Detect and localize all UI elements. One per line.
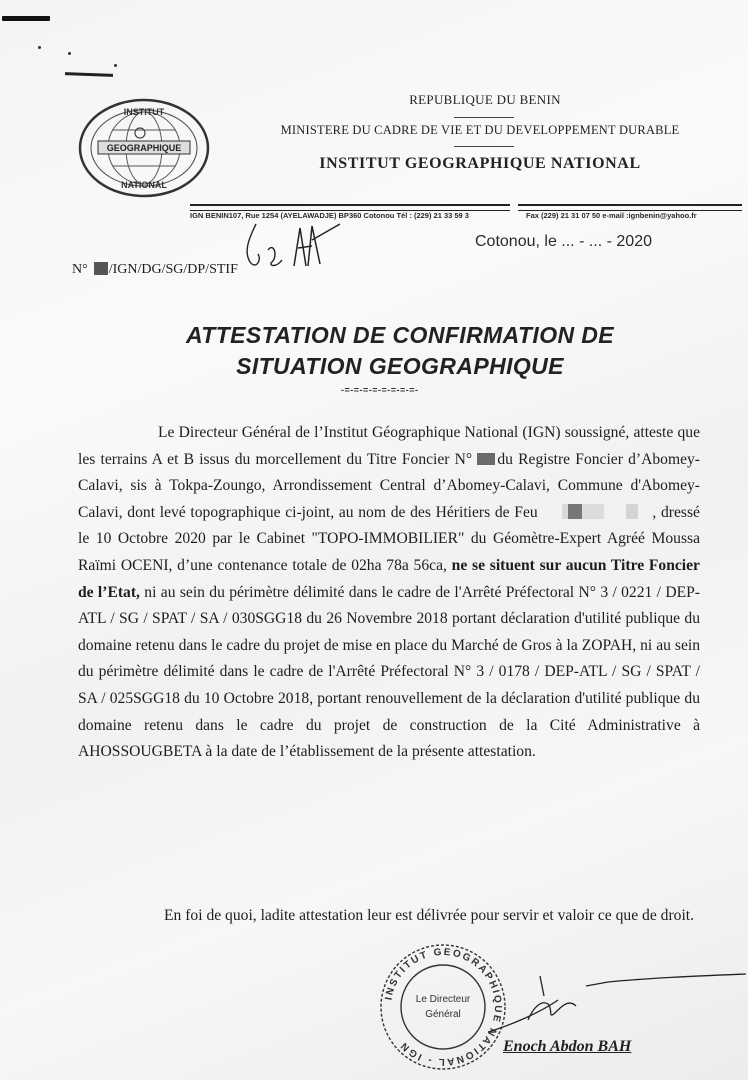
svg-text:Le Directeur: Le Directeur (415, 994, 471, 1005)
scan-mark (2, 16, 50, 21)
svg-text:GEOGRAPHIQUE: GEOGRAPHIQUE (106, 143, 182, 153)
document-title (60, 320, 740, 382)
body-paragraph-2 (78, 903, 700, 930)
redaction-block (477, 453, 495, 465)
signatory-name: Enoch Abdon BAH (503, 1038, 632, 1055)
redaction-block (94, 262, 108, 275)
body-text-segment: Le Directeur Général de l’Institut Géographique National (IGN) soussigné, atteste que les terrains A et B issus du morcellement du Titre Foncier N° (78, 424, 700, 468)
header-divider (454, 146, 514, 147)
address-rule (190, 204, 510, 211)
reference-number (72, 262, 238, 278)
scan-speck (38, 46, 41, 49)
body-text-segment: , dressé le 10 Octobre 2020 par le Cabinet "TOPO-IMMOBILIER" du Géomètre-Expert Agréé Moussa Raïmi OCENI, d’une contenance totale de 02ha 78a 56ca, (78, 503, 700, 574)
scan-speck (114, 64, 117, 67)
scan-speck (68, 52, 71, 55)
svg-text:INSTITUT GEOGRAPHIQUE NATIONAL: INSTITUT GEOGRAPHIQUE NATIONAL - IGN (383, 946, 504, 1068)
initials-scribble (228, 220, 348, 280)
svg-text:NATIONAL: NATIONAL (121, 180, 167, 190)
reference-suffix: /IGN/DG/SG/DP/STIF (108, 262, 238, 277)
redaction-block (542, 504, 652, 519)
closing-text: En foi de quoi, ladite attestation leur est délivrée pour servir et valoir ce que de droit. (164, 907, 695, 924)
globe-seal-icon (78, 98, 210, 198)
scan-mark (65, 72, 113, 77)
body-text-bold: ne se situent sur aucun Titre Foncier de l’Etat, (78, 556, 700, 601)
body-text-segment: ni au sein du périmètre délimité dans le cadre de l'Arrêté Préfectoral N° 3 / 0221 / DEP-ATL / SG / SPAT / SA / 030SGG18 du 26 Novembre 2018 portant déclaration d'utilité publique du domaine retenu dans le cadre du projet de mise en place du Marché de Gros à la ZOPAH, ni au sein du périmètre délimité dans le cadre de l'Arrêté Préfectoral N° 3 / 0178 / DEP-ATL / SG / SPAT / SA / 025SGG18 du 10 Octobre 2018, portant renouvellement de la déclaration d'utilité publique du domaine retenu dans le cadre du projet de construction de la Cité Administrative à AHOSSOUGBETA à la date de l’établissement de la présente attestation. (78, 583, 700, 761)
reference-prefix: N° (72, 262, 88, 277)
title-line-1: ATTESTATION DE CONFIRMATION DE (185, 322, 615, 348)
title-decoration: -=-=-=-=-=-=-=-=- (341, 385, 419, 395)
svg-text:INSTITUT: INSTITUT (123, 107, 165, 117)
address-line: IGN BENIN107, Rue 1254 (AYELAWADJE) BP360 Cotonou Tél : (229) 21 33 59 3 (190, 211, 469, 220)
body-text-segment: du Registre Foncier d’Abomey-Calavi, sis à Tokpa-Zoungo, Arrondissement Central d’Abomey-Calavi, Commune d'Abomey-Calavi, dont levé topographique ci-joint, au nom de des Héritiers de Feu (78, 450, 700, 521)
institute-name: INSTITUT GEOGRAPHIQUE NATIONAL (319, 155, 641, 172)
contact-line: Fax (229) 21 31 07 50 e-mail :ignbenin@yahoo.fr (526, 211, 697, 220)
svg-text:Général: Général (425, 1009, 461, 1020)
ministry-name: MINISTERE DU CADRE DE VIE ET DU DEVELOPPEMENT DURABLE (280, 123, 680, 137)
address-rule (518, 204, 742, 211)
country-name: REPUBLIQUE DU BENIN (409, 92, 561, 107)
place-and-date: Cotonou, le ... - ... - 2020 (475, 233, 652, 250)
header-divider (454, 117, 514, 118)
title-line-2: SITUATION GEOGRAPHIQUE (236, 353, 564, 379)
handwritten-signature (488, 970, 748, 1040)
body-paragraph-1 (78, 420, 700, 766)
